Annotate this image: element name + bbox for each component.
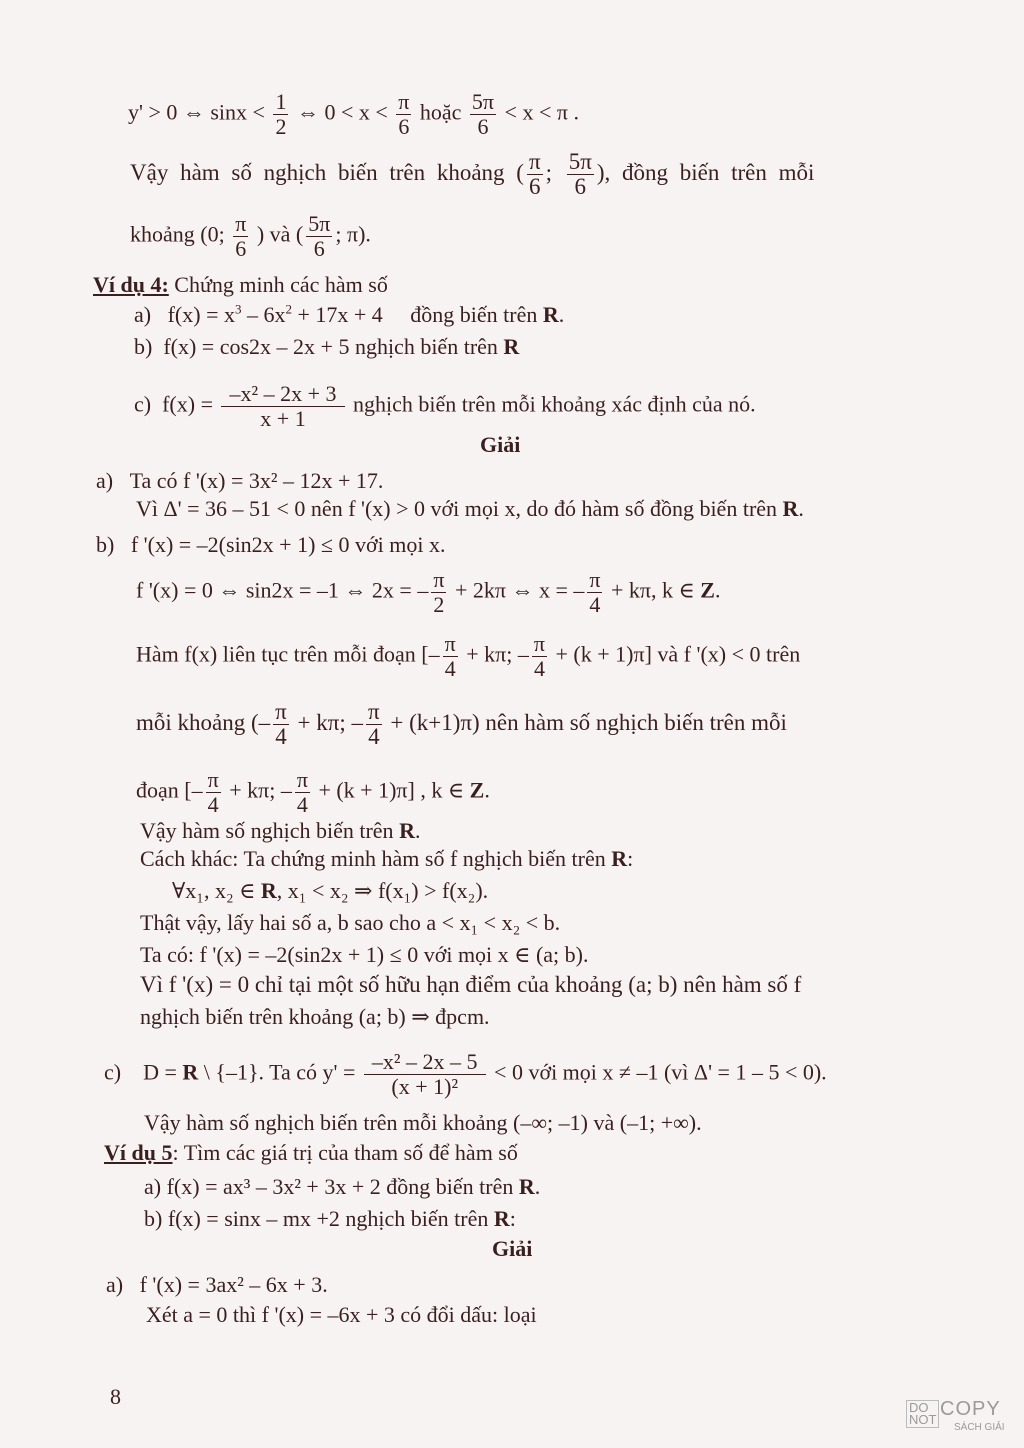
solution-b-3: Hàm f(x) liên tục trên mỗi đoạn [– $\frac{\pi}{4}$ + kπ; – $\frac{\pi}{4}$ + (k + 1)π] và f '(x) < 0 trên <box>136 631 801 681</box>
text: ; π). <box>335 221 371 247</box>
watermark-copy: COPY <box>940 1398 1001 1420</box>
text: Chứng minh các hàm số <box>174 272 388 297</box>
text: hoặc <box>419 99 462 125</box>
solution-b-8: ∀x₁, x₂ ∈ R, x₁ < x₂ ⇒ f(x₁) > f(x₂). <box>172 878 489 903</box>
solution-b-6: Vậy hàm số nghịch biến trên R. <box>140 818 421 843</box>
text: < x < π . <box>504 99 579 125</box>
solution-b-11: Vì f '(x) = 0 chỉ tại một số hữu hạn điểm của khoảng (a; b) nên hàm số f <box>140 972 802 997</box>
fraction: $\frac{1}{2}$ <box>275 89 287 139</box>
solution-a-1: a) Ta có f '(x) = 3x² – 12x + 17. <box>96 468 384 493</box>
fraction: $\frac{\pi}{4}$ <box>275 699 287 749</box>
solution-heading: Giải <box>480 432 521 457</box>
solution-5a-1: a) f '(x) = 3ax² – 6x + 3. <box>106 1272 328 1297</box>
watermark-do-not: DO NOT <box>906 1400 939 1428</box>
fraction: $\frac{\pi}{4}$ <box>296 767 308 817</box>
fraction: $\frac{5\pi}{6}$ <box>471 89 495 139</box>
solution-b-7: Cách khác: Ta chứng minh hàm số f nghịch biến trên R: <box>140 846 634 871</box>
fraction: $\frac{\pi}{6}$ <box>398 89 410 139</box>
page-number: 8 <box>110 1384 121 1409</box>
fraction: $\frac{\text{–x² – 2x – 5}}{\text{(x + 1)²}}$ <box>364 1050 486 1099</box>
text: ⇔ 0 < x < <box>296 99 388 125</box>
fraction: $\frac{\pi}{6}$ <box>528 149 541 199</box>
text: ), đồng biến trên mỗi <box>596 159 815 185</box>
solution-b-1: b) f '(x) = –2(sin2x + 1) ≤ 0 với mọi x. <box>96 532 446 557</box>
line-2 <box>130 150 814 199</box>
example-4-a: a) $f(x) = x^3 - 6x^2 + 17x + 4$ đồng biến trên R. <box>134 301 565 327</box>
solution-a-2: Vì Δ' = 36 – 51 < 0 nên f '(x) > 0 với mọi x, do đó hàm số đồng biến trên R. <box>136 496 804 521</box>
example-4-b: b) f(x) = cos2x – 2x + 5 nghịch biến trên R <box>134 334 520 359</box>
text: ) và ( <box>256 221 304 247</box>
heading: Ví dụ 5 <box>104 1140 173 1165</box>
solution-b-2: f '(x) = 0 ⇔ sin2x = –1 ⇔ 2x = – $\frac{\pi}{2}$ + 2kπ ⇔ x = – $\frac{\pi}{4}$ + kπ, k ∈ Z. <box>136 567 721 617</box>
solution-b-12: nghịch biến trên khoảng (a; b) ⇒ đpcm. <box>140 1004 490 1029</box>
fraction: $\frac{\pi}{4}$ <box>368 699 380 749</box>
fraction: $\frac{5\pi}{6}$ <box>568 149 592 199</box>
solution-b-10: Ta có: f '(x) = –2(sin2x + 1) ≤ 0 với mọi x ∈ (a; b). <box>140 942 589 967</box>
line-1 <box>128 90 579 139</box>
watermark-site: SÁCH GIẢI <box>954 1422 1005 1433</box>
fraction: $\frac{5\pi}{6}$ <box>308 211 331 261</box>
solution-c-2: Vậy hàm số nghịch biến trên mỗi khoảng (–∞; –1) và (–1; +∞). <box>144 1110 702 1135</box>
fraction: $\frac{\text{–x² – 2x + 3}}{x + 1}$ <box>221 382 344 431</box>
fraction: $\frac{\pi}{4}$ <box>533 631 545 681</box>
solution-5a-2: Xét a = 0 thì f '(x) = –6x + 3 có đổi dấu: loại <box>146 1302 537 1327</box>
watermark-logo <box>906 1398 1012 1438</box>
example-5-title: Ví dụ 5: Tìm các giá trị của tham số để hàm số <box>104 1140 518 1165</box>
example-5-a: a) f(x) = ax³ – 3x² + 3x + 2 đồng biến trên R. <box>144 1174 541 1199</box>
solution-heading-2: Giải <box>492 1236 533 1261</box>
example-4-c: c) f(x) = $\frac{\text{–x² – 2x + 3}}{x + 1}$ nghịch biến trên mỗi khoảng xác định của nó. <box>134 381 756 431</box>
fraction: $\frac{\pi}{2}$ <box>433 567 445 617</box>
fraction: $\frac{\pi}{4}$ <box>207 767 219 817</box>
line-3 <box>130 212 371 261</box>
heading: Ví dụ 4: <box>93 272 169 297</box>
example-4-title <box>93 272 388 298</box>
fraction: $\frac{\pi}{4}$ <box>444 631 456 681</box>
solution-b-5: đoạn [– $\frac{\pi}{4}$ + kπ; – $\frac{\pi}{4}$ + (k + 1)π] , k ∈ Z. <box>136 767 490 817</box>
fraction: $\frac{\pi}{6}$ <box>235 211 247 261</box>
solution-b-9: Thật vậy, lấy hai số a, b sao cho a < x₁ < x₂ < b. <box>140 910 561 935</box>
solution-c-1: c) D = R \ {–1}. Ta có y' = $\frac{\text{–x² – 2x – 5}}{\text{(x + 1)²}}$ < 0 với mọi x ≠ –1 (vì Δ' = 1 – 5 < 0). <box>104 1049 827 1099</box>
solution-b-4: mỗi khoảng (– $\frac{\pi}{4}$ + kπ; – $\frac{\pi}{4}$ + (k+1)π) nên hàm số nghịch biến trên mỗi <box>136 699 787 749</box>
text: khoảng (0; <box>130 221 225 247</box>
fraction: $\frac{\pi}{4}$ <box>589 567 601 617</box>
example-5-b: b) f(x) = sinx – mx +2 nghịch biến trên R: <box>144 1206 516 1231</box>
text: ; <box>545 159 552 185</box>
text: y' > 0 ⇔ sinx < <box>128 99 265 125</box>
text: Vậy hàm số nghịch biến trên khoảng ( <box>130 159 524 185</box>
